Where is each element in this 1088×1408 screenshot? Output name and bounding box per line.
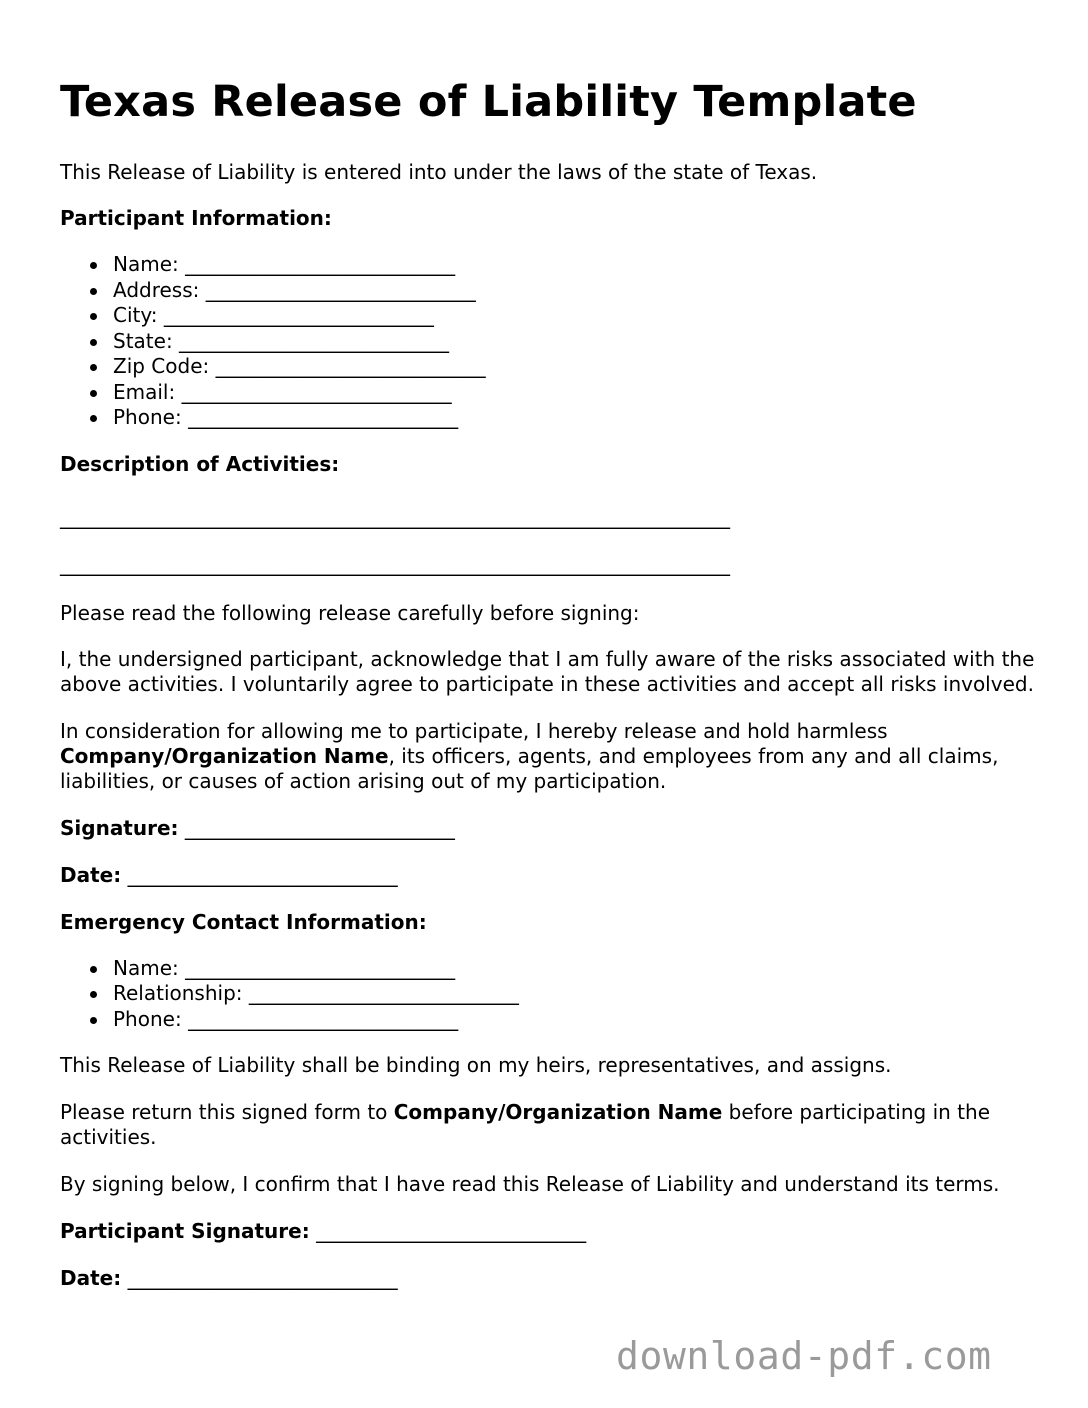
signature-line bbox=[60, 816, 1040, 841]
participant-address-blank[interactable]: ___________________________ bbox=[205, 277, 476, 302]
emergency-relationship-field: Relationship: ___________________________ bbox=[113, 981, 1040, 1007]
emergency-name-blank[interactable]: ___________________________ bbox=[185, 955, 456, 980]
activity-line-2[interactable]: ___________________________________________________________________ bbox=[60, 551, 730, 576]
emergency-relationship-blank[interactable]: ___________________________ bbox=[248, 981, 519, 1005]
participant-phone-blank[interactable]: ___________________________ bbox=[188, 405, 459, 429]
read-notice: Please read the following release carefully before signing: bbox=[60, 600, 640, 625]
emergency-phone-blank[interactable]: ___________________________ bbox=[188, 1006, 459, 1031]
intro-text: This Release of Liability is entered into under the laws of the state of Texas. bbox=[60, 160, 818, 184]
final-date-label: Date: bbox=[60, 1266, 122, 1290]
consideration-paragraph: In consideration for allowing me to participate, I hereby release and hold harmless Company/Organization Name, its officers, agents, and employees from any and all claims, liabilities, or causes of action arising out of my participation. bbox=[60, 718, 999, 793]
emergency-phone-field: Phone: ___________________________ bbox=[113, 1007, 1040, 1033]
date-blank[interactable]: ___________________________ bbox=[121, 862, 398, 887]
participant-state-blank[interactable]: ___________________________ bbox=[179, 328, 450, 353]
date-label: Date: bbox=[60, 862, 122, 887]
participant-signature-line bbox=[60, 1219, 1040, 1244]
participant-name-blank[interactable]: ___________________________ bbox=[185, 252, 456, 276]
final-date-line bbox=[60, 1266, 1040, 1291]
company-name: Company/Organization Name bbox=[393, 1100, 723, 1124]
signature-label: Signature: bbox=[60, 815, 179, 840]
participant-email-field: Email: ___________________________ bbox=[113, 380, 1040, 406]
participant-city-blank[interactable]: ___________________________ bbox=[163, 303, 434, 327]
participant-email-blank[interactable]: ___________________________ bbox=[181, 379, 452, 404]
final-date-blank[interactable]: ___________________________ bbox=[121, 1266, 398, 1290]
participant-zip-blank[interactable]: ___________________________ bbox=[215, 354, 486, 378]
return-paragraph: Please return this signed form to Company/Organization Name before participating in the activities. bbox=[60, 1100, 991, 1149]
company-name: Company/Organization Name bbox=[60, 743, 389, 768]
document-page bbox=[60, 0, 1040, 1291]
participant-state-field: State: ___________________________ bbox=[113, 329, 1040, 355]
emergency-name-field: Name: ___________________________ bbox=[113, 956, 1040, 982]
watermark: download-pdf.com bbox=[616, 1334, 992, 1378]
activity-line-1[interactable]: ___________________________________________________________________ bbox=[60, 504, 730, 529]
page-title: Texas Release of Liability Template bbox=[60, 77, 917, 127]
activities-heading: Description of Activities: bbox=[60, 451, 340, 476]
participant-zip-field: Zip Code: ___________________________ bbox=[113, 354, 1040, 380]
binding-paragraph: This Release of Liability shall be binding on my heirs, representatives, and assigns. bbox=[60, 1053, 892, 1077]
participant-signature-label: Participant Signature: bbox=[60, 1219, 310, 1243]
participant-fields bbox=[60, 252, 1040, 431]
signature-blank[interactable]: ___________________________ bbox=[178, 815, 455, 840]
participant-name-field: Name: ___________________________ bbox=[113, 252, 1040, 278]
emergency-fields bbox=[60, 956, 1040, 1033]
participant-signature-blank[interactable]: ___________________________ bbox=[309, 1219, 587, 1243]
acknowledge-paragraph: I, the undersigned participant, acknowledge that I am fully aware of the risks associated with the above activities. I voluntarily agree to participate in these activities and accept all risks involved. bbox=[60, 646, 1035, 696]
participant-phone-field: Phone: ___________________________ bbox=[113, 405, 1040, 431]
participant-heading: Participant Information: bbox=[60, 206, 332, 230]
participant-city-field: City: ___________________________ bbox=[113, 303, 1040, 329]
participant-address-field: Address: ___________________________ bbox=[113, 278, 1040, 304]
emergency-heading: Emergency Contact Information: bbox=[60, 909, 427, 934]
date-line bbox=[60, 863, 1040, 888]
confirm-paragraph: By signing below, I confirm that I have read this Release of Liability and understand its terms. bbox=[60, 1172, 1000, 1196]
